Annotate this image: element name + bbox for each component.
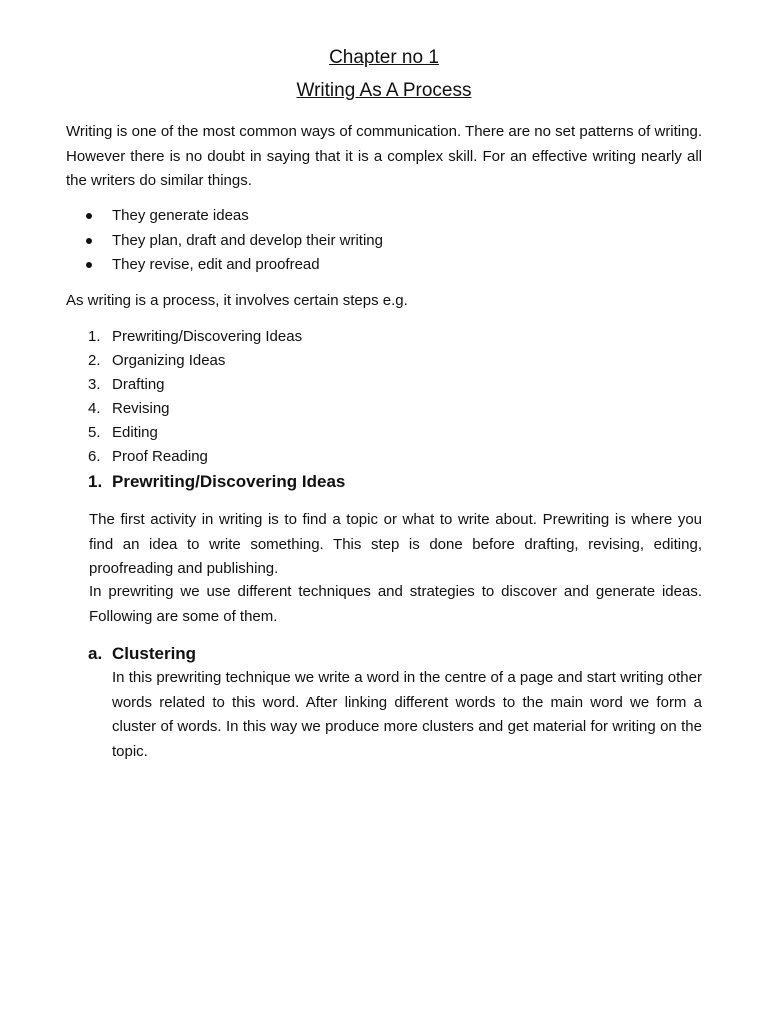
- section-heading-prewriting: [88, 470, 345, 494]
- bullet-list: [86, 204, 686, 278]
- chapter-number: Chapter no 1: [329, 47, 439, 68]
- step-label: Revising: [112, 400, 170, 417]
- bullet-text: They revise, edit and proofread: [112, 256, 320, 273]
- step-number: 4.: [88, 400, 101, 417]
- step-label: Organizing Ideas: [112, 352, 226, 369]
- bullet-text: They generate ideas: [112, 207, 249, 224]
- section-number: 1.: [88, 472, 103, 491]
- step-number: 2.: [88, 352, 101, 369]
- bullet-item: [86, 253, 686, 278]
- intro-paragraph: Writing is one of the most common ways of communication. There are no set patterns of writing. However there is no doubt in saying that it is a complex skill. For an effective writing nearly all the writers do similar things.: [66, 123, 702, 189]
- bullet-dot-icon: [86, 262, 92, 268]
- bullet-dot-icon: [86, 238, 92, 244]
- chapter-title: Writing As A Process: [296, 80, 472, 101]
- step-number: 1.: [88, 328, 101, 345]
- prewriting-paragraph-2: In prewriting we use different techniques and strategies to discover and generate ideas. Following are some of them.: [89, 583, 702, 625]
- bullet-text: They plan, draft and develop their writing: [112, 231, 383, 249]
- step-label: Prewriting/Discovering Ideas: [112, 328, 303, 345]
- step-label: Proof Reading: [112, 448, 208, 465]
- clustering-paragraph: In this prewriting technique we write a word in the centre of a page and start writing other words related to this word. After linking different words to the main word we form a cluster of words. In this way we produce more clusters and get material for writing on the topic.: [112, 669, 702, 760]
- step-label: Editing: [112, 424, 158, 441]
- step-item: [88, 325, 688, 349]
- step-label: Drafting: [112, 376, 165, 393]
- step-number: 5.: [88, 424, 101, 441]
- step-number: 3.: [88, 376, 101, 393]
- subsection-letter: a.: [88, 644, 103, 663]
- step-item: [88, 421, 688, 445]
- step-number: 6.: [88, 448, 101, 465]
- bullet-item: [86, 204, 686, 229]
- steps-list: [88, 325, 688, 469]
- step-item: [88, 373, 688, 397]
- step-item: [88, 397, 688, 421]
- step-item: [88, 445, 688, 469]
- section-title: Prewriting/Discovering Ideas: [112, 472, 346, 491]
- bullet-dot-icon: [86, 213, 92, 219]
- step-item: [88, 349, 688, 373]
- subsection-heading-clustering: [88, 642, 196, 666]
- subsection-title: Clustering: [112, 644, 197, 663]
- steps-intro: As writing is a process, it involves certain steps e.g.: [66, 292, 408, 309]
- prewriting-paragraph: The first activity in writing is to find a topic or what to write about. Prewriting is where you find an idea to write something. This step is done before drafting, revising, editing, proofreading and publishing.: [89, 511, 702, 577]
- bullet-item: [86, 229, 686, 254]
